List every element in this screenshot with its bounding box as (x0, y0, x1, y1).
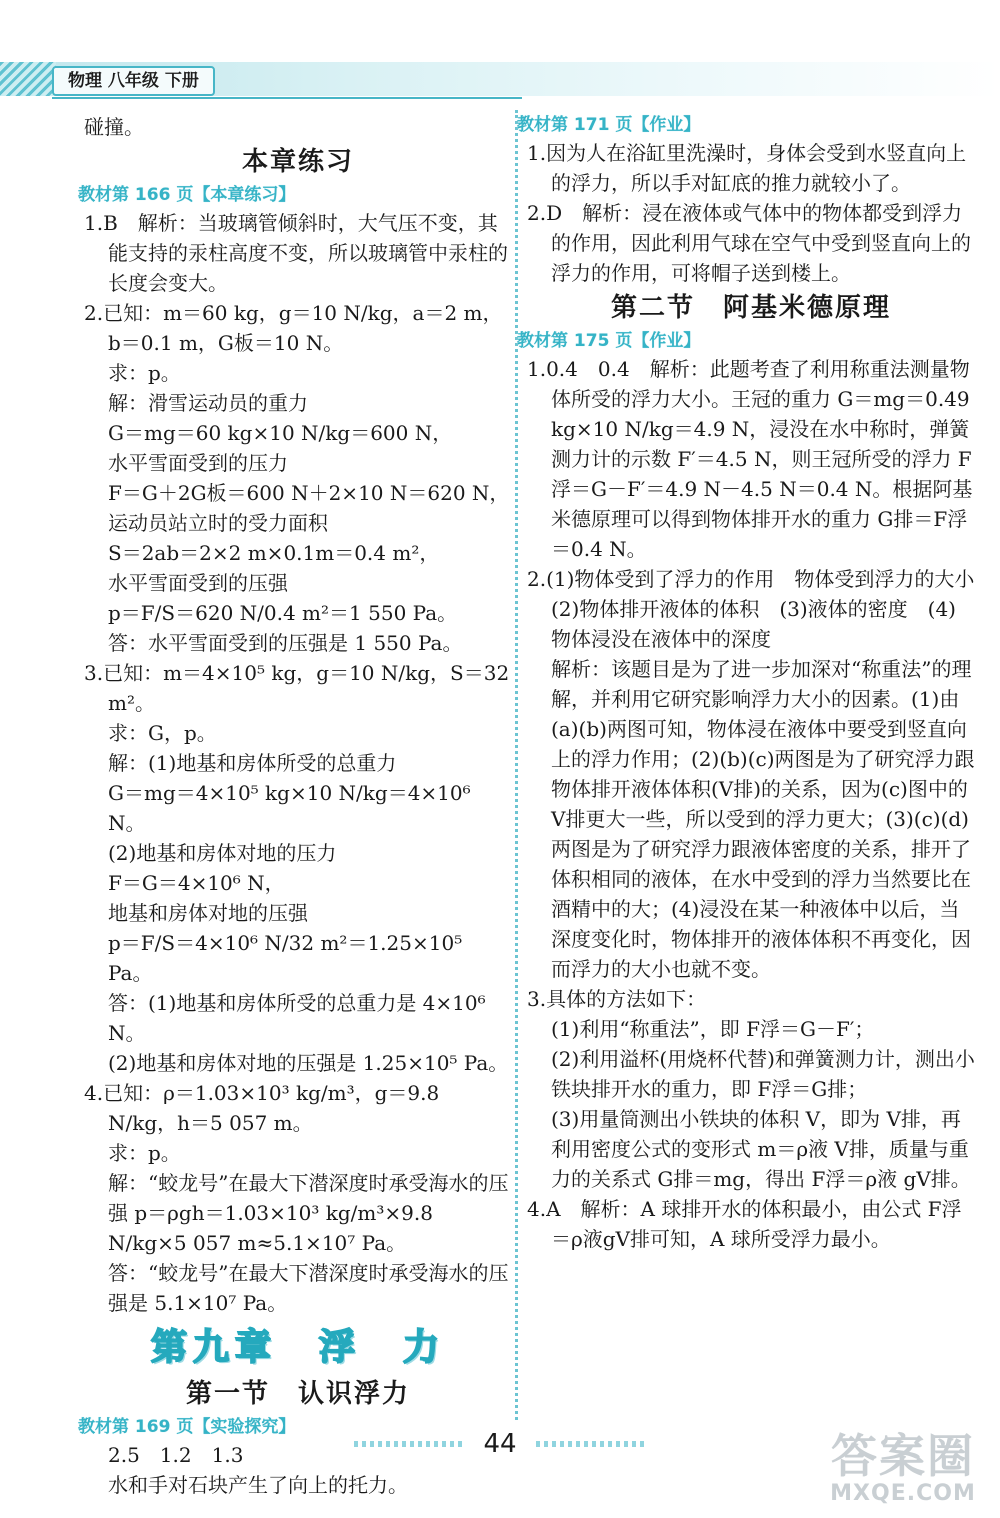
question-2-line: 水平雪面受到的压力 (108, 451, 288, 475)
section-2-title: 第二节 阿基米德原理 (610, 293, 891, 323)
question-2-formula: p＝F/S＝620 N/0.4 m²＝1 550 Pa。 (108, 601, 458, 625)
header-rule (52, 97, 522, 99)
method-step-2: (2)利用溢杯(用烧杯代替)和弹簧测力计，测出小铁块排开水的重力，即 F浮＝G排； (551, 1047, 975, 1101)
page-number: 44 (483, 1429, 517, 1459)
homework-175-analysis-2: 解析：该题目是为了进一步加深对“称重法”的理解，并利用它研究影响浮力大小的因素。(1)由(a)(b)两图可知，物体浸在液体中要受到竖直向上的浮力作用；(2)(b)(c)两图是为了研究浮力跟物体排开液体体积(V排)的关系，因为(c)图中的V排更大一些，所以受到的浮力更大；(3)(c)(d)两图是为了研究浮力跟液体密度的关系，排开了体积相同的液体，在水中受到的浮力当然要比在酒精中的大；(4)浸没在某一种液体中以后，当深度变化时，物体排开的液体体积不再变化，因而浮力的大小也就不变。 (551, 657, 975, 981)
question-3-line: (2)地基和房体对地的压力 (108, 841, 337, 865)
question-4-find: 求：p。 (108, 1141, 181, 1165)
question-3-line: G＝mg＝4×10⁵ kg×10 N/kg＝4×10⁶ N。 (108, 781, 471, 835)
homework-175-answer-2: 2.(1)物体受到了浮力的作用 物体受到浮力的大小 (2)物体排开液体的体积 (3)液体的密度 (4)物体浸没在液体中的深度 (527, 567, 995, 651)
question-3-line: F＝G＝4×10⁶ N， (108, 871, 285, 895)
homework-175-answer-1: 1.0.4 0.4 解析：此题考查了利用称重法测量物体所受的浮力大小。王冠的重力 G＝mg＝0.49 kg×10 N/kg＝4.9 N，浸没在水中称时，弹簧测力计的示数 F′＝4.5 N，则王冠所受的浮力 F浮＝G－F′＝4.9 N－4.5 N＝0.4 N。根据阿基米德原理可以得到物体排开水的重力 G排＝F浮＝0.4 N。 (527, 357, 973, 561)
watermark-url: MXQE.COM (830, 1481, 976, 1506)
homework-171-answer-2: 2.D 解析：浸在液体或气体中的物体都受到浮力的作用，因此利用气球在空气中受到竖直向上的浮力的作用，可将帽子送到楼上。 (527, 201, 971, 285)
method-step-3: (3)用量筒测出小铁块的体积 V，即为 V排，再利用密度公式的变形式 m＝ρ液 V排，质量与重力的关系式 G排＝mg，得出 F浮＝ρ液 gV排。 (551, 1107, 971, 1191)
header-stripes (0, 62, 56, 96)
question-4-answer: 答：“蛟龙号”在最大下潜深度时承受海水的压强是 5.1×10⁷ Pa。 (108, 1261, 509, 1315)
question-3-line: 地基和房体对地的压强 (108, 901, 308, 925)
watermark-logo (818, 1430, 988, 1510)
textbook-tag-171: 教材第 171 页【作业】 (517, 115, 701, 135)
footer-decoration-right (536, 1441, 646, 1447)
homework-175-answer-4: 4.A 解析：A 球排开水的体积最小，由公式 F浮＝ρ液gV排可知，A 球所受浮力最小。 (527, 1197, 962, 1251)
question-1: 1.B 解析：当玻璃管倾斜时，大气压不变，其能支持的汞柱高度不变，所以玻璃管中汞柱的长度会变大。 (84, 211, 508, 295)
watermark-main: 答案圈 (831, 1429, 975, 1483)
homework-171-answer-1: 1.因为人在浴缸里洗澡时，身体会受到水竖直向上的浮力，所以手对缸底的推力就较小了。 (527, 141, 967, 195)
textbook-tag-166: 教材第 166 页【本章练习】 (78, 185, 296, 205)
column-divider (515, 110, 518, 1420)
question-3-answer: (2)地基和房体对地的压强是 1.25×10⁵ Pa。 (108, 1051, 509, 1075)
footer-decoration-left (354, 1441, 464, 1447)
question-4-solution: 解：“蛟龙号”在最大下潜深度时承受海水的压强 p＝ρgh＝1.03×10³ kg/m³×9.8 N/kg×5 057 m≈5.1×10⁷ Pa。 (108, 1171, 509, 1255)
question-2-find: 求：p。 (108, 361, 181, 385)
question-2-line: F＝G＋2G板＝600 N＋2×10 N＝620 N， (108, 481, 510, 505)
question-2-line: G＝mg＝60 kg×10 N/kg＝600 N， (108, 421, 453, 445)
question-2-answer: 答：水平雪面受到的压强是 1 550 Pa。 (108, 631, 463, 655)
running-header: 物理 八年级 下册 (52, 66, 215, 96)
homework-175-answer-3: 3.具体的方法如下： (527, 987, 707, 1011)
method-step-1: (1)利用“称重法”，即 F浮＝G－F′； (551, 1017, 875, 1041)
question-2-given: 2.已知：m＝60 kg，g＝10 N/kg，a＝2 m，b＝0.1 m，G板＝10 N。 (84, 301, 503, 355)
textbook-tag-169: 教材第 169 页【实验探究】 (78, 1417, 296, 1437)
question-3-answer: 答：(1)地基和房体所受的总重力是 4×10⁶ N。 (108, 991, 486, 1045)
question-3-solution: 解：(1)地基和房体所受的总重力 (108, 751, 397, 775)
continued-text: 碰撞。 (84, 115, 144, 139)
experiment-conclusion: 水和手对石块产生了向上的托力。 (108, 1473, 408, 1497)
textbook-tag-175: 教材第 175 页【作业】 (517, 331, 701, 351)
question-2-solution: 解：滑雪运动员的重力 (108, 391, 308, 415)
left-column (78, 112, 512, 1500)
question-4-given: 4.已知：ρ＝1.03×10³ kg/m³，g＝9.8 N/kg，h＝5 057 m。 (84, 1081, 440, 1135)
experiment-values: 2.5 1.2 1.3 (108, 1443, 244, 1467)
question-3-find: 求：G，p。 (108, 721, 217, 745)
chapter-9-title: 第九章 浮 力 (150, 1327, 445, 1368)
question-2-line: 运动员站立时的受力面积 (108, 511, 328, 535)
section-1-title: 第一节 认识浮力 (185, 1379, 410, 1409)
question-3-given: 3.已知：m＝4×10⁵ kg，g＝10 N/kg，S＝32 m²。 (84, 661, 510, 715)
right-column (517, 112, 995, 1254)
question-2-line: 水平雪面受到的压强 (108, 571, 288, 595)
question-3-formula: p＝F/S＝4×10⁶ N/32 m²＝1.25×10⁵ Pa。 (108, 931, 463, 985)
question-2-line: S＝2ab＝2×2 m×0.1m＝0.4 m²， (108, 541, 440, 565)
chapter-exercise-title: 本章练习 (241, 147, 354, 177)
